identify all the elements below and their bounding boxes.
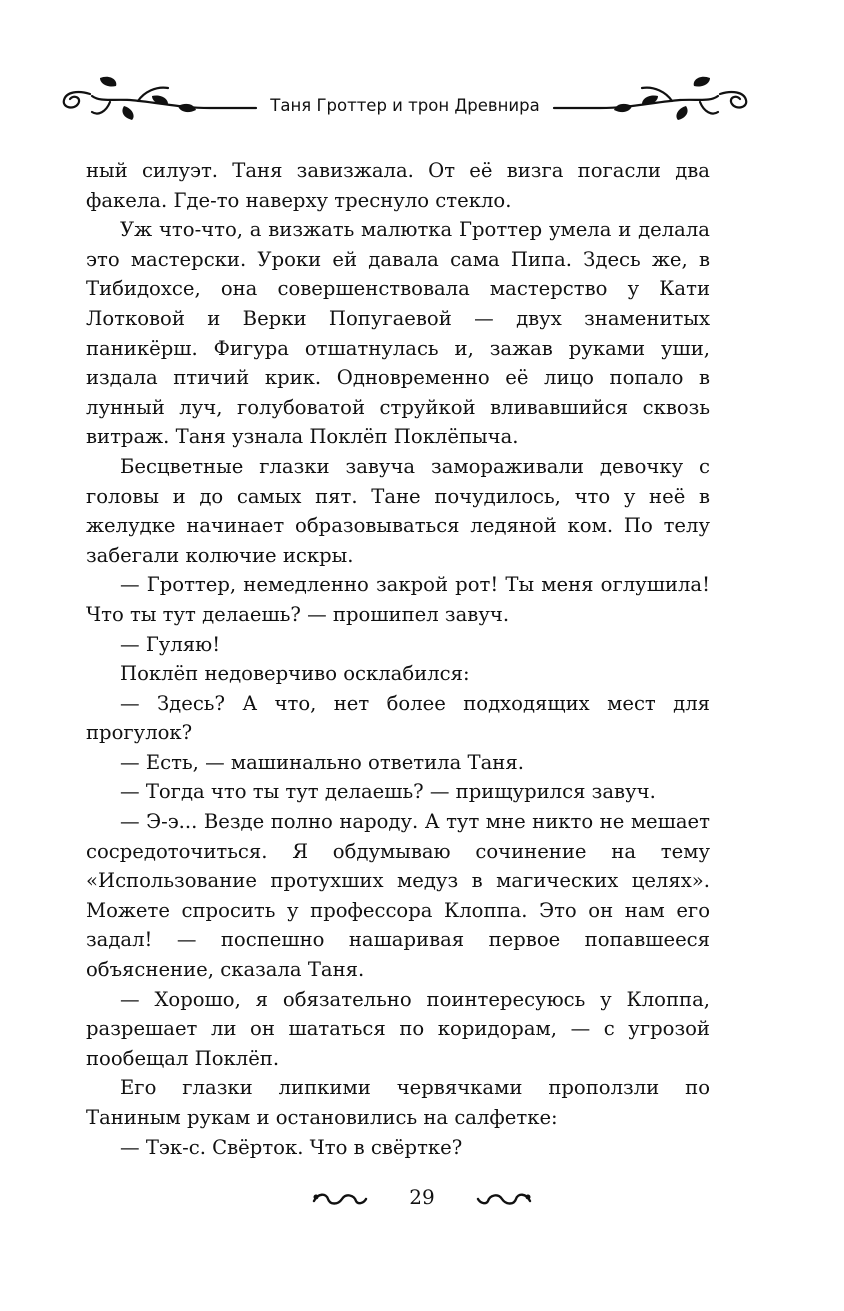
dialogue-line: — Хорошо, я обязательно поинтересуюсь у Клоппа, разрешает ли он шататься по коридорам, — с угрозой пообещал Поклёп. xyxy=(86,987,710,1070)
paragraph: Бесцветные глазки завуча замораживали девочку с головы и до самых пят. Тане почудилось, что у неё в желудке начинает образовываться ледяной ком. По телу забегали колючие искры. xyxy=(86,454,710,567)
body-text xyxy=(86,156,710,1162)
running-header-title: Таня Гроттер и трон Древнира xyxy=(270,96,540,115)
dialogue-line: — Тогда что ты тут делаешь? — прищурился завуч. xyxy=(120,780,656,804)
dialogue-line: — Гроттер, немедленно закрой рот! Ты меня оглушила! Что ты тут делаешь? — прошипел завуч. xyxy=(86,573,710,626)
page-folio xyxy=(290,1181,554,1217)
swirl-icon xyxy=(474,1189,534,1209)
running-header xyxy=(60,72,750,132)
dialogue-line: — Здесь? А что, нет более подходящих мест для прогулок? xyxy=(86,691,710,745)
paragraph: Его глазки липкими червячками проползли по Таниным рукам и остановились на салфетке: xyxy=(86,1076,710,1129)
dialogue-line: — Есть, — машинально ответила Таня. xyxy=(120,750,524,774)
dialogue-line: — Тэк-с. Свёрток. Что в свёртке? xyxy=(120,1135,463,1159)
paragraph: Уж что-что, а визжать малютка Гроттер умела и делала это мастерски. Уроки ей давала сама Пипа. Здесь же, в Тибидохсе, она совершенствовала мастерство у Кати Лотковой и Верки Попугаевой — двух знаменитых паникёрш. Фигура отшатнулась и, зажав руками уши, издала птичий крик. Одновременно её лицо попало в лунный луч, голубоватой струйкой вливавшийся сквозь витраж. Таня узнала Поклёп Поклёпыча. xyxy=(86,218,710,449)
dialogue-line: — Гуляю! xyxy=(120,632,221,656)
dialogue-line: — Э-э... Везде полно народу. А тут мне никто не мешает сосредоточиться. Я обдумываю сочинение на тему «Использование протухших медуз в магических целях». Можете спросить у профессора Клоппа. Это он нам его задал! — поспешно нашаривая первое попавшееся объяснение, сказала Таня. xyxy=(86,810,710,982)
paragraph: Поклёп недоверчиво осклабился: xyxy=(120,662,470,686)
page-number: 29 xyxy=(409,1185,435,1209)
paragraph: ный силуэт. Таня завизжала. От её визга погасли два факела. Где-то наверху треснуло стекло. xyxy=(86,159,710,212)
